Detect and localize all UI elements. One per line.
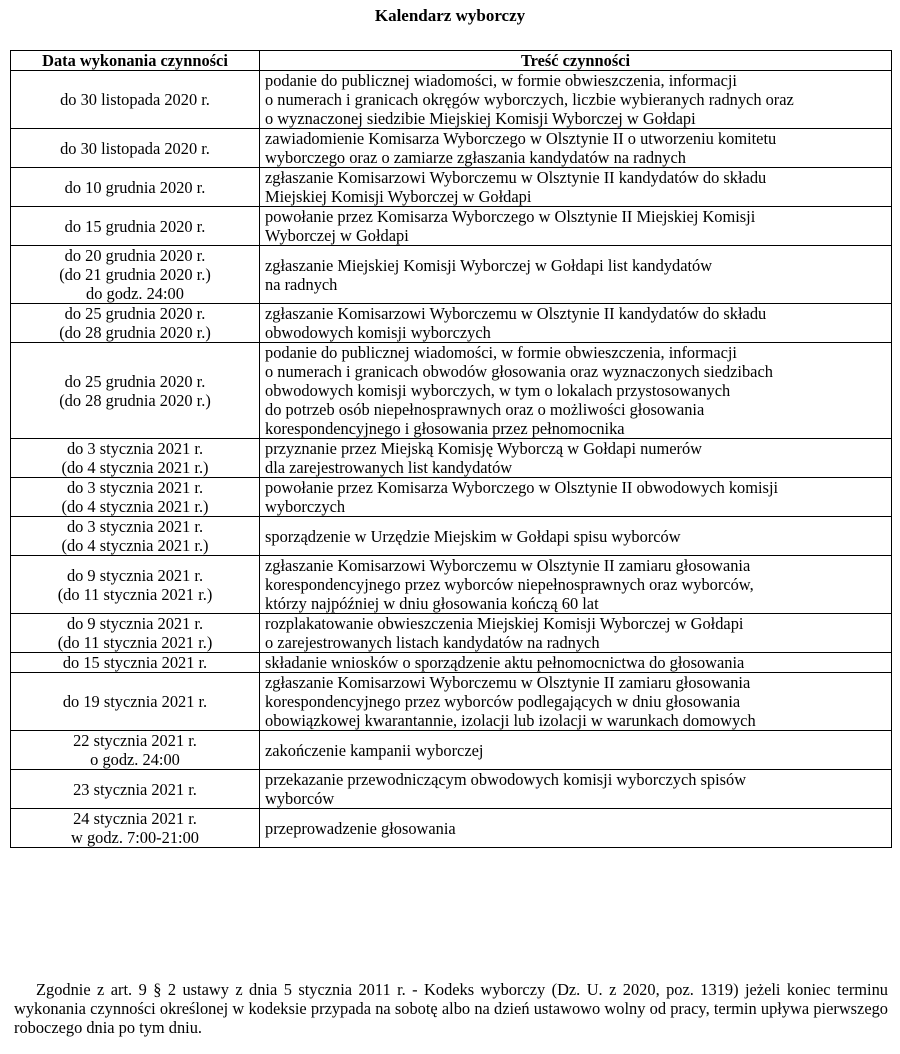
content-cell: [260, 439, 892, 478]
date-line: 22 stycznia 2021 r.: [73, 731, 197, 750]
content-line: do potrzeb osób niepełnosprawnych oraz o możliwości głosowania: [265, 400, 705, 419]
content-line: zgłaszanie Komisarzowi Wyborczemu w Olsztynie II kandydatów do składu: [265, 168, 767, 187]
content-line: podanie do publicznej wiadomości, w formie obwieszczenia, informacji: [265, 343, 737, 362]
table-row: [11, 478, 892, 517]
content-line: korespondencyjnego przez wyborców niepełnosprawnych oraz wyborców,: [265, 575, 754, 594]
table-header-row: [11, 51, 892, 71]
date-line: do 30 listopada 2020 r.: [60, 90, 210, 109]
date-line: do 15 grudnia 2020 r.: [64, 216, 206, 236]
content-line: dla zarejestrowanych list kandydatów: [265, 458, 513, 477]
content-line: o zarejestrowanych listach kandydatów na radnych: [265, 633, 600, 652]
content-line: przyznanie przez Miejską Komisję Wyborczą w Gołdapi numerów: [265, 439, 703, 458]
date-line: do 3 stycznia 2021 r.: [66, 517, 204, 536]
table-row: [11, 809, 892, 848]
content-line: na radnych: [265, 274, 338, 294]
content-line: zgłaszanie Komisarzowi Wyborczemu w Olsztynie II zamiaru głosowania: [265, 556, 751, 575]
content-cell: [260, 673, 892, 731]
content-line: przekazanie przewodniczącym obwodowych komisji wyborczych spisów: [265, 770, 747, 789]
date-cell: [11, 304, 260, 343]
table-body: [11, 71, 892, 848]
header-content: Treść czynności: [260, 51, 892, 71]
date-line: o godz. 24:00: [90, 750, 180, 769]
date-line: 23 stycznia 2021 r.: [73, 779, 197, 799]
date-line: do 25 grudnia 2020 r.: [64, 371, 206, 391]
date-line: (do 4 stycznia 2021 r.): [61, 536, 209, 555]
table-row: [11, 246, 892, 304]
date-cell: [11, 71, 260, 129]
table-row: [11, 343, 892, 439]
legal-footnote: Zgodnie z art. 9 § 2 ustawy z dnia 5 stycznia 2011 r. - Kodeks wyborczy (Dz. U. z 2020, poz. 1319) jeżeli koniec terminu wykonania czynności określonej w kodeksie przypada na sobotę albo na dzień ustawowo wolny od pracy, termin upływa pierwszego roboczego dnia po tym dniu.: [14, 980, 888, 1037]
date-line: (do 11 stycznia 2021 r.): [57, 633, 213, 652]
date-line: do 30 listopada 2020 r.: [60, 138, 210, 158]
date-line: do 25 grudnia 2020 r.: [64, 304, 206, 323]
content-cell: [260, 614, 892, 653]
content-line: powołanie przez Komisarza Wyborczego w Olsztynie II Miejskiej Komisji: [265, 207, 756, 226]
date-cell: [11, 770, 260, 809]
table-row: [11, 731, 892, 770]
content-line: zawiadomienie Komisarza Wyborczego w Olsztynie II o utworzeniu komitetu: [265, 129, 777, 148]
document-title: Kalendarz wyborczy: [374, 6, 526, 25]
content-cell: [260, 517, 892, 556]
content-line: zgłaszanie Miejskiej Komisji Wyborczej w Gołdapi list kandydatów: [265, 255, 713, 275]
content-line: zgłaszanie Komisarzowi Wyborczemu w Olsztynie II kandydatów do składu: [265, 304, 767, 323]
content-line: zakończenie kampanii wyborczej: [265, 740, 484, 760]
table-row: [11, 673, 892, 731]
date-line: (do 4 stycznia 2021 r.): [61, 497, 209, 516]
date-cell: [11, 517, 260, 556]
date-cell: [11, 673, 260, 731]
content-line: rozplakatowanie obwieszczenia Miejskiej Komisji Wyborczej w Gołdapi: [265, 614, 744, 633]
content-cell: [260, 246, 892, 304]
content-cell: [260, 343, 892, 439]
table-row: [11, 653, 892, 673]
content-line: o numerach i granicach okręgów wyborczych, liczbie wybieranych radnych oraz: [265, 90, 794, 109]
date-cell: [11, 343, 260, 439]
date-line: do 3 stycznia 2021 r.: [66, 439, 204, 458]
date-line: do 10 grudnia 2020 r.: [64, 177, 206, 197]
date-line: (do 11 stycznia 2021 r.): [57, 584, 213, 604]
content-line: wyborczego oraz o zamiarze zgłaszania kandydatów na radnych: [265, 148, 686, 167]
content-line: korespondencyjnego przez wyborców podlegających w dniu głosowania: [265, 692, 741, 711]
table-row: [11, 770, 892, 809]
date-line: (do 28 grudnia 2020 r.): [59, 390, 211, 410]
content-cell: [260, 770, 892, 809]
content-cell: [260, 731, 892, 770]
date-line: (do 28 grudnia 2020 r.): [59, 323, 211, 342]
content-line: wyborców: [265, 789, 335, 808]
date-cell: [11, 478, 260, 517]
date-line: (do 4 stycznia 2021 r.): [61, 458, 209, 477]
header-date: Data wykonania czynności: [11, 51, 260, 71]
date-cell: [11, 207, 260, 246]
content-line: którzy najpóźniej w dniu głosowania kończą 60 lat: [265, 594, 599, 613]
content-line: o numerach i granicach obwodów głosowania oraz wyznaczonych siedzibach: [265, 362, 773, 381]
content-cell: [260, 304, 892, 343]
content-cell: [260, 478, 892, 517]
table-row: [11, 517, 892, 556]
date-line: do 3 stycznia 2021 r.: [66, 478, 204, 497]
date-cell: [11, 653, 260, 673]
content-cell: [260, 129, 892, 168]
content-line: podanie do publicznej wiadomości, w formie obwieszczenia, informacji: [265, 71, 737, 90]
table-row: [11, 168, 892, 207]
content-cell: [260, 71, 892, 129]
content-cell: [260, 556, 892, 614]
date-line: do 19 stycznia 2021 r.: [62, 692, 208, 711]
date-cell: [11, 614, 260, 653]
date-line: do 20 grudnia 2020 r.: [64, 246, 206, 265]
date-cell: [11, 556, 260, 614]
table-row: [11, 129, 892, 168]
content-line: wyborczych: [265, 497, 346, 516]
date-line: w godz. 7:00-21:00: [71, 828, 199, 847]
content-cell: [260, 207, 892, 246]
content-line: obwodowych komisji wyborczych: [265, 323, 491, 342]
table-row: [11, 71, 892, 129]
date-line: 24 stycznia 2021 r.: [73, 809, 197, 828]
date-line: do 15 stycznia 2021 r.: [62, 653, 208, 672]
election-calendar-table: [10, 50, 892, 848]
content-line: składanie wniosków o sporządzenie aktu pełnomocnictwa do głosowania: [265, 653, 745, 672]
table-row: [11, 304, 892, 343]
content-line: przeprowadzenie głosowania: [265, 818, 456, 838]
content-line: zgłaszanie Komisarzowi Wyborczemu w Olsztynie II zamiaru głosowania: [265, 673, 751, 692]
table-row: [11, 207, 892, 246]
content-line: powołanie przez Komisarza Wyborczego w Olsztynie II obwodowych komisji: [265, 478, 779, 497]
table-row: [11, 556, 892, 614]
content-line: sporządzenie w Urzędzie Miejskim w Gołdapi spisu wyborców: [265, 526, 681, 546]
date-line: do 9 stycznia 2021 r.: [66, 614, 204, 633]
content-line: o wyznaczonej siedzibie Miejskiej Komisji Wyborczej w Gołdapi: [265, 109, 696, 128]
content-line: obowiązkowej kwarantannie, izolacji lub izolacji w warunkach domowych: [265, 711, 756, 730]
date-line: (do 21 grudnia 2020 r.): [59, 265, 211, 284]
content-cell: [260, 809, 892, 848]
date-line: do godz. 24:00: [86, 284, 184, 303]
date-line: do 9 stycznia 2021 r.: [66, 565, 204, 585]
content-line: Wyborczej w Gołdapi: [265, 226, 409, 245]
table-row: [11, 614, 892, 653]
table-row: [11, 439, 892, 478]
content-line: korespondencyjnego i głosowania przez pełnomocnika: [265, 419, 625, 438]
content-cell: [260, 168, 892, 207]
date-cell: [11, 246, 260, 304]
date-cell: [11, 731, 260, 770]
date-cell: [11, 809, 260, 848]
content-line: Miejskiej Komisji Wyborczej w Gołdapi: [265, 187, 532, 206]
date-cell: [11, 439, 260, 478]
content-cell: [260, 653, 892, 673]
content-line: obwodowych komisji wyborczych, w tym o lokalach przystosowanych: [265, 381, 731, 400]
date-cell: [11, 129, 260, 168]
date-cell: [11, 168, 260, 207]
